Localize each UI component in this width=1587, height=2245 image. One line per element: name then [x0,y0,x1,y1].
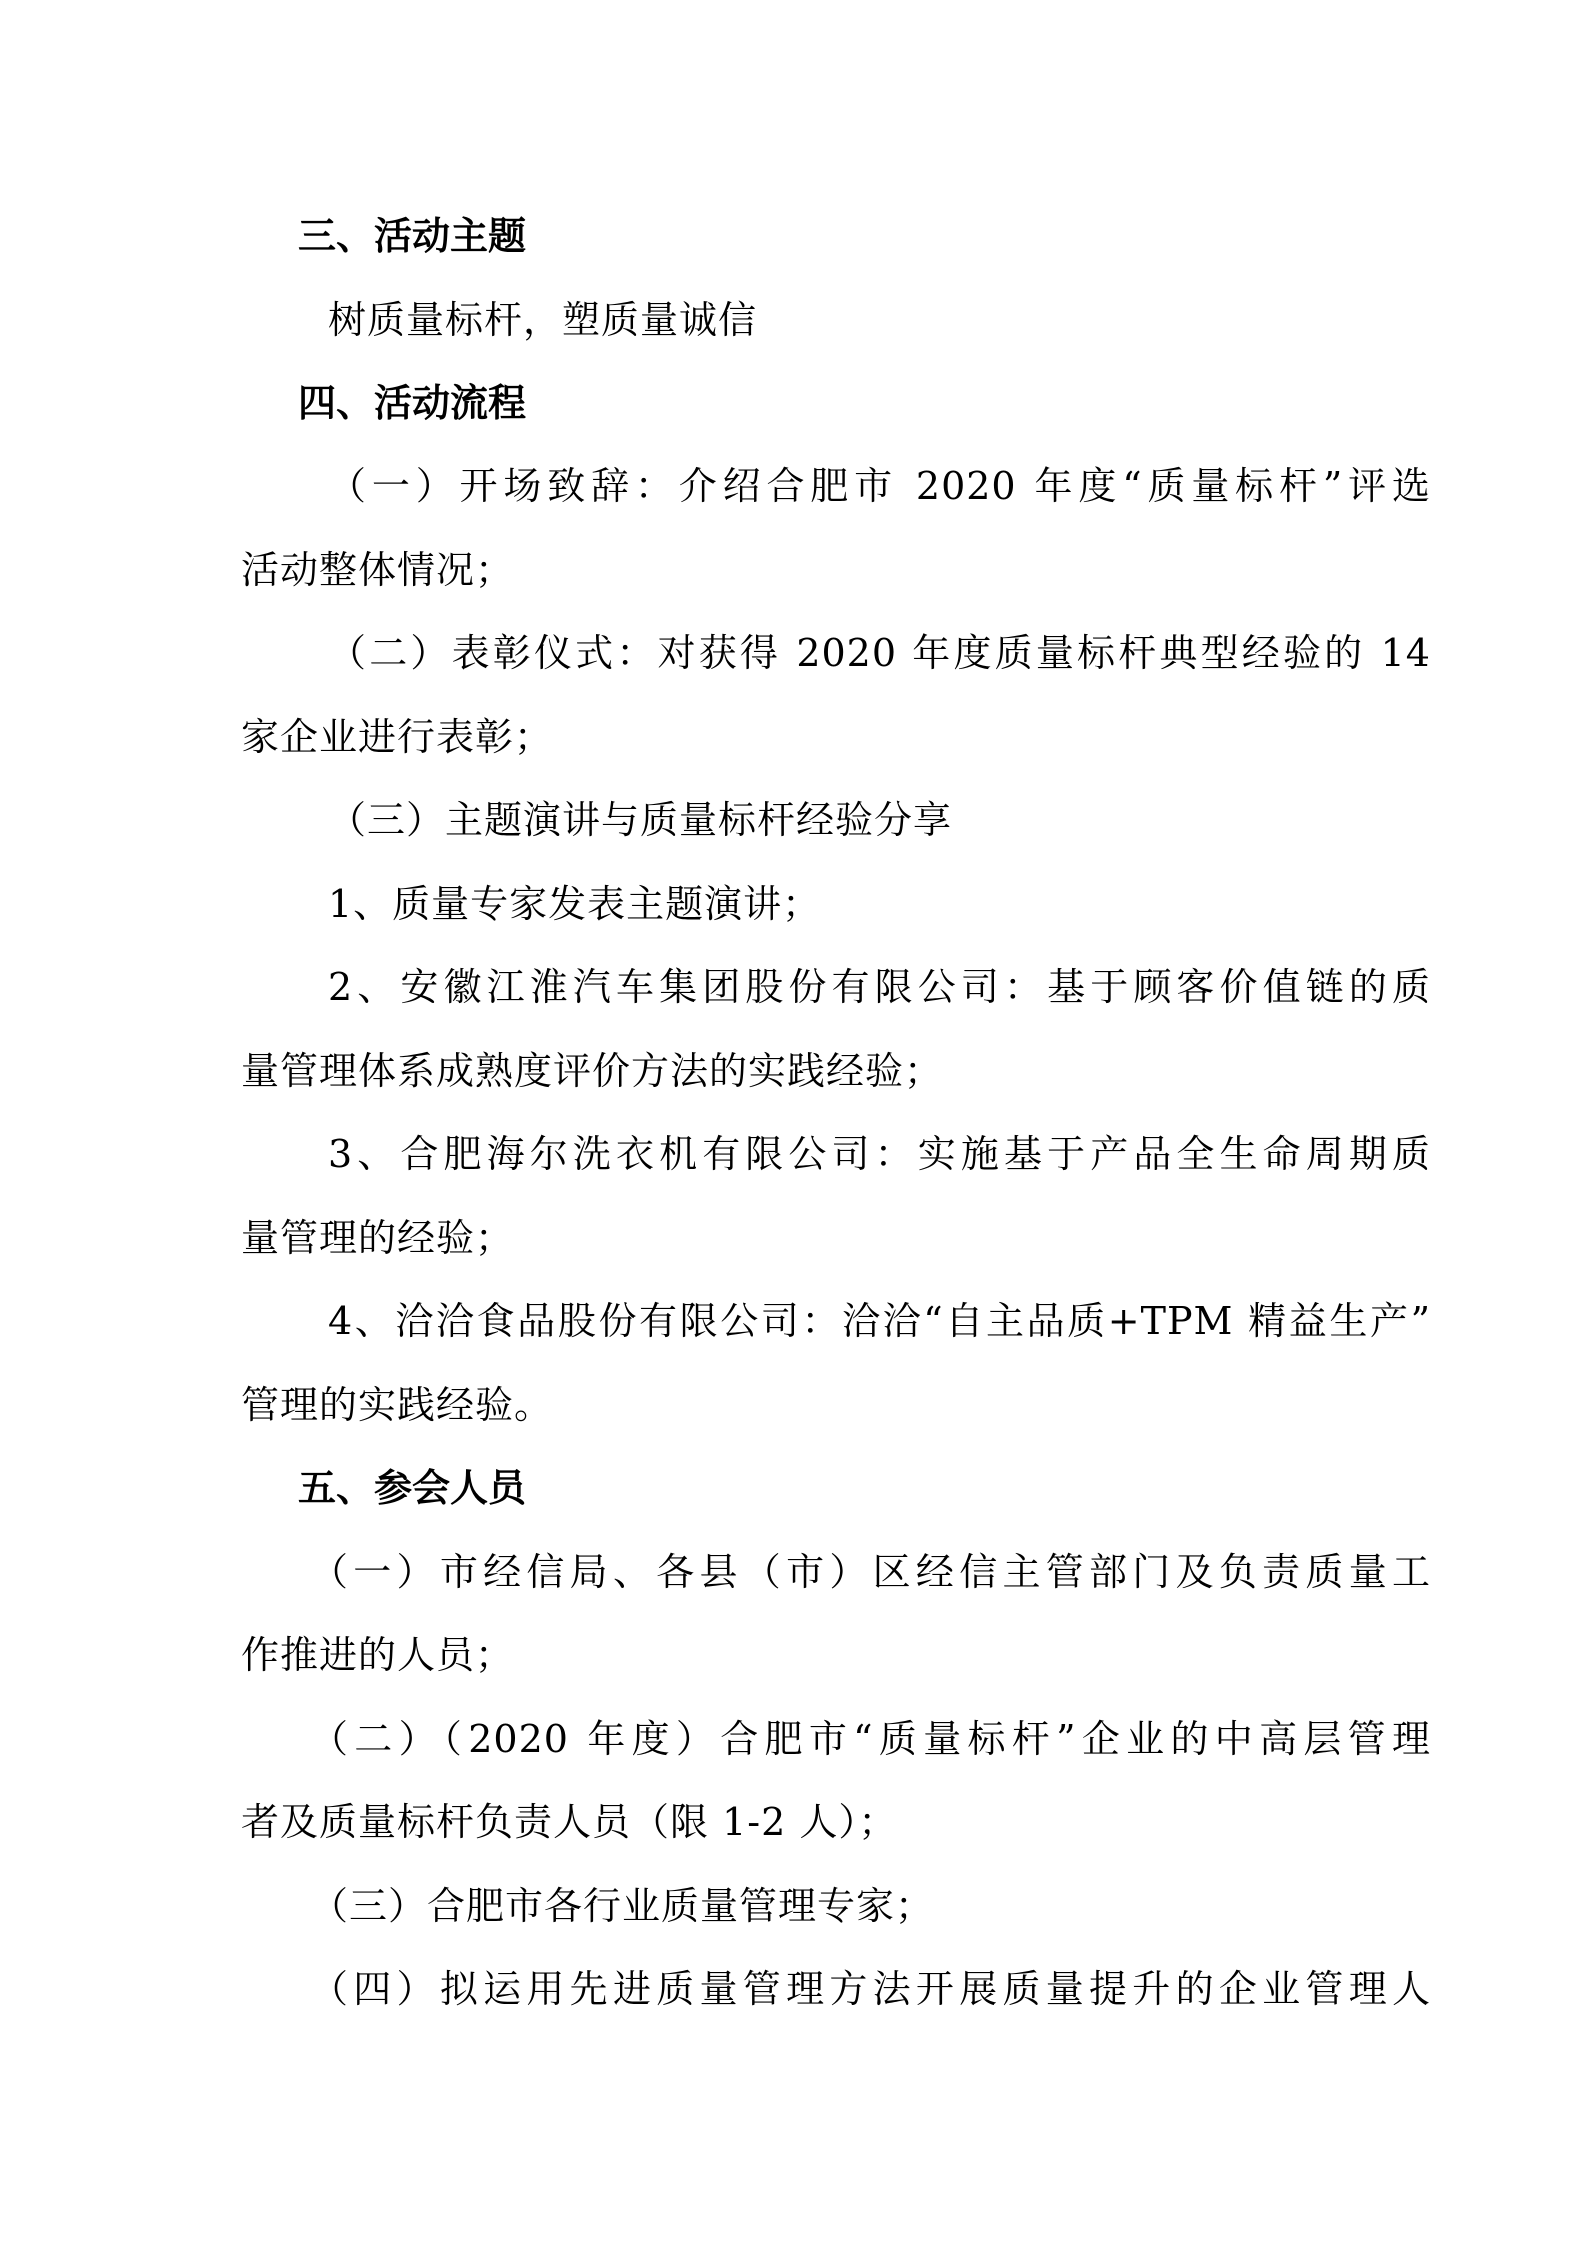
section-heading-attendees: 五、参会人员 [298,1466,527,1510]
section-heading-process: 四、活动流程 [298,381,527,425]
process-sub-3-line-2: 量管理的经验； [241,1216,515,1260]
process-sub-2-line-2: 量管理体系成熟度评价方法的实践经验； [241,1049,944,1093]
attendees-item-1-line-2: 作推进的人员； [241,1633,515,1677]
process-sub-4-line-2: 管理的实践经验。 [241,1383,554,1427]
attendees-item-3: （三）合肥市各行业质量管理专家； [310,1884,935,1928]
theme-text: 树质量标杆，塑质量诚信 [328,298,758,342]
process-sub-1: 1、质量专家发表主题演讲； [328,882,822,926]
attendees-item-1-line-1: （一）市经信局、各县（市）区经信主管部门及负责质量工 [310,1550,1431,1594]
process-item-3: （三）主题演讲与质量标杆经验分享 [328,798,953,842]
process-item-2-line-2: 家企业进行表彰； [241,715,554,759]
attendees-item-2-line-1: （二）（2020 年度）合肥市“质量标杆”企业的中高层管理 [310,1717,1431,1761]
process-sub-4-line-1: 4、洽洽食品股份有限公司：洽洽“自主品质+TPM 精益生产” [328,1299,1431,1343]
attendees-item-2-line-2: 者及质量标杆负责人员（限 1-2 人）； [241,1800,898,1844]
process-sub-2-line-1: 2、安徽江淮汽车集团股份有限公司：基于顾客价值链的质 [328,965,1431,1009]
process-item-2-line-1: （二）表彰仪式：对获得 2020 年度质量标杆典型经验的 14 [328,631,1431,675]
section-heading-theme: 三、活动主题 [298,214,527,258]
process-sub-3-line-1: 3、合肥海尔洗衣机有限公司：实施基于产品全生命周期质 [328,1132,1431,1176]
process-item-1-line-2: 活动整体情况； [241,548,515,592]
process-item-1-line-1: （一）开场致辞：介绍合肥市 2020 年度“质量标杆”评选 [328,464,1431,508]
attendees-item-4-line-1: （四）拟运用先进质量管理方法开展质量提升的企业管理人 [310,1967,1431,2011]
